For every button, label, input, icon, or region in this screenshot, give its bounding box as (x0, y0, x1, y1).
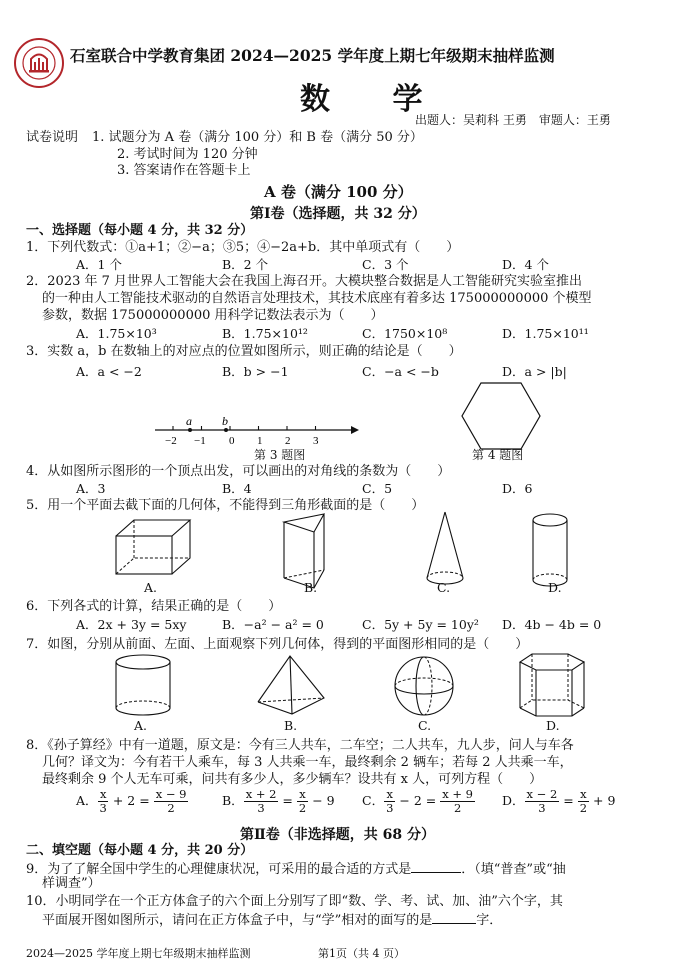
axis-tick-label: −1 (194, 435, 206, 447)
q10-line1: 10．小明同学在一个正方体盒子的六个面上分别写了即“数、学、考、试、加、油”六个字，其 (26, 894, 563, 909)
footer-page-number: 第1页（共 4 页） (318, 947, 405, 960)
sphere-figure (393, 654, 457, 718)
cylinder-figure-q7 (114, 654, 174, 718)
equation-middle: − 2 = (399, 793, 437, 808)
q1-option-c: C．3 个 (362, 257, 409, 272)
q4-option-b: B．4 (222, 481, 252, 496)
option-label: B． (222, 793, 244, 808)
q2-option-c: C．1750×10⁸ (362, 326, 448, 341)
q7-label-d: D. (546, 718, 560, 733)
school-seal-logo (14, 38, 64, 88)
cone-figure (425, 510, 465, 590)
q2-option-d: D．1.75×10¹¹ (502, 326, 589, 341)
fraction-numerator: x (299, 787, 306, 801)
q9-answer-blank[interactable] (411, 860, 461, 873)
pyramid-figure (256, 654, 326, 718)
q2-line: 的一种由人工智能技术驱动的自然语言处理技术，其技术底座有着多达 175000000000 个模型 (42, 291, 592, 306)
q2-line: 参数，数据 175000000000 用科学记数法表示为（ ） (42, 308, 384, 323)
q10-text-tail: 字． (476, 913, 503, 928)
q8-line: 8．《孙子算经》中有一道题，原文是：今有三人共车，二车空；二人共车，九人步，问人与车各 (26, 738, 574, 753)
equation-middle: = (282, 793, 293, 808)
fraction-denominator: 2 (579, 801, 588, 815)
hexagon-figure (462, 381, 542, 451)
fraction-numerator: x (580, 787, 587, 801)
q2-option-b: B．1.75×10¹² (222, 326, 308, 341)
axis-tick-label: 3 (313, 435, 319, 447)
q1-stem: 1．下列代数式：①a+1；②−a；③5；④−2a+b．其中单项式有（ ） (26, 240, 460, 255)
q6-option-c: C．5y + 5y = 10y² (362, 617, 479, 632)
fraction-denominator: 3 (538, 801, 546, 815)
equation-middle: + 2 = (112, 793, 150, 808)
q9-line1 (26, 860, 566, 878)
option-label: C． (362, 793, 385, 808)
cuboid-figure (114, 518, 194, 578)
q6-stem: 6．下列各式的计算，结果正确的是（ ） (26, 599, 282, 614)
instructions-label: 试卷说明 (26, 130, 79, 145)
q3-option-b: B．b > −1 (222, 364, 289, 379)
section-fill-title: 二、填空题（每小题 4 分，共 20 分） (26, 843, 254, 858)
q7-label-b: B. (284, 718, 298, 733)
q3-stem: 3．实数 a，b 在数轴上的对应点的位置如图所示，则正确的结论是（ ） (26, 344, 462, 359)
header-title: 石室联合中学教育集团 2024—2025 学年度上期七年级期末抽样监测 (70, 46, 555, 65)
fraction-denominator: 2 (453, 801, 462, 815)
axis-tick-label: −2 (165, 435, 177, 447)
q1-option-a: A．1 个 (76, 257, 122, 272)
q4-option-c: C．5 (362, 481, 393, 496)
q6-option-a: A．2x + 3y = 5xy (76, 617, 187, 632)
fraction-denominator: 3 (386, 801, 394, 815)
q5-stem: 5．用一个平面去截下面的几何体，不能得到三角形截面的是（ ） (26, 498, 425, 513)
option-label: D． (502, 793, 525, 808)
axis-tick-label: 0 (229, 435, 235, 447)
q10-answer-blank[interactable] (432, 911, 476, 924)
q7-label-c: C. (418, 718, 432, 733)
fraction-numerator: x (386, 787, 393, 801)
q1-option-b: B．2 个 (222, 257, 269, 272)
fig4-caption: 第 4 题图 (472, 448, 524, 462)
q8-option-d (502, 788, 615, 815)
q1-option-d: D．4 个 (502, 257, 549, 272)
equation-tail: + 9 (593, 793, 616, 808)
subject-title: 数 学 (300, 82, 449, 117)
hexagonal-prism-figure (518, 652, 588, 718)
q9-text: 9．为了了解全国中学生的心理健康状况，可采用的最合适的方式是 (26, 862, 412, 877)
axis-tick-label: 2 (285, 435, 291, 447)
fraction-numerator: x (99, 787, 107, 801)
q4-option-a: A．3 (76, 481, 106, 496)
instruction-item: 2. 考试时间为 120 分钟 (117, 147, 258, 162)
q8-line: 最终剩余 9 个人无车可乘，问共有多少人，多少辆车？设共有 x 人，可列方程（ ） (42, 772, 543, 787)
q7-stem: 7．如图，分别从前面、左面、上面观察下列几何体，得到的平面图形相同的是（ ） (26, 637, 529, 652)
q3-option-c: C．−a < −b (362, 364, 439, 379)
point-label-a: a (186, 414, 192, 428)
q6-option-d: D．4b − 4b = 0 (502, 617, 602, 632)
instruction-item: 1. 试题分为 A 卷（满分 100 分）和 B 卷（满分 50 分） (92, 130, 423, 145)
q4-stem: 4．从如图所示图形的一个顶点出发，可以画出的对角线的条数为（ ） (26, 464, 451, 479)
axis-tick-label: 1 (257, 435, 263, 447)
q10-text: 平面展开图如图所示，请问在正方体盒子中，与“学”相对的面写的是 (42, 913, 433, 928)
fig3-caption: 第 3 题图 (254, 448, 306, 462)
author-credits: 出题人：吴莉科 王勇 审题人：王勇 (415, 113, 611, 127)
q2-line: 2．2023 年 7 月世界人工智能大会在我国上海召开。大模块整合数据是人工智能研究实验室推出 (26, 274, 583, 289)
q9-line2: 样调查”） (42, 876, 101, 891)
q8-option-a (76, 788, 188, 815)
section-choice-title: 一、选择题（每小题 4 分，共 32 分） (26, 223, 254, 238)
q5-label-d: D. (548, 580, 562, 595)
fraction-numerator: x + 9 (442, 787, 473, 801)
q4-option-d: D．6 (502, 481, 533, 496)
fraction-denominator: 2 (167, 801, 175, 815)
fraction-denominator: 2 (298, 801, 307, 815)
fraction-numerator: x − 2 (526, 787, 558, 801)
q8-option-c (362, 788, 475, 815)
fraction-numerator: x + 2 (245, 787, 277, 801)
q9-text-tail: ．（填“普查”或“抽 (461, 862, 566, 877)
q8-option-b (222, 788, 335, 815)
footer-exam-name: 2024—2025 学年度上期七年级期末抽样监测 (26, 947, 251, 960)
part1-title: 第Ⅰ卷（选择题，共 32 分） (250, 206, 426, 222)
instruction-item: 3. 答案请作在答题卡上 (117, 163, 251, 178)
q3-option-a: A．a < −2 (76, 364, 142, 379)
q3-option-d: D．a > |b| (502, 364, 567, 379)
fraction-denominator: 3 (99, 801, 107, 815)
number-line-figure (155, 412, 365, 452)
q5-label-c: C. (437, 580, 451, 595)
part2-title: 第Ⅱ卷（非选择题，共 68 分） (240, 827, 436, 843)
q5-label-a: A. (144, 580, 158, 595)
fraction-denominator: 3 (257, 801, 265, 815)
point-label-b: b (222, 414, 228, 428)
q10-line2 (42, 911, 502, 929)
a-paper-title: A 卷（满分 100 分） (264, 183, 413, 201)
q8-line: 几何？译文为：今有若干人乘车，每 3 人共乘一车，最终剩余 2 辆车；若每 2 人共乘一车， (42, 755, 573, 770)
equation-tail: − 9 (312, 793, 335, 808)
fraction-numerator: x − 9 (155, 787, 187, 801)
q5-label-b: B. (304, 580, 318, 595)
q2-option-a: A．1.75×10³ (76, 326, 157, 341)
equation-middle: = (563, 793, 574, 808)
option-label: A． (76, 793, 98, 808)
q6-option-b: B．−a² − a² = 0 (222, 617, 324, 632)
q7-label-a: A. (134, 718, 148, 733)
